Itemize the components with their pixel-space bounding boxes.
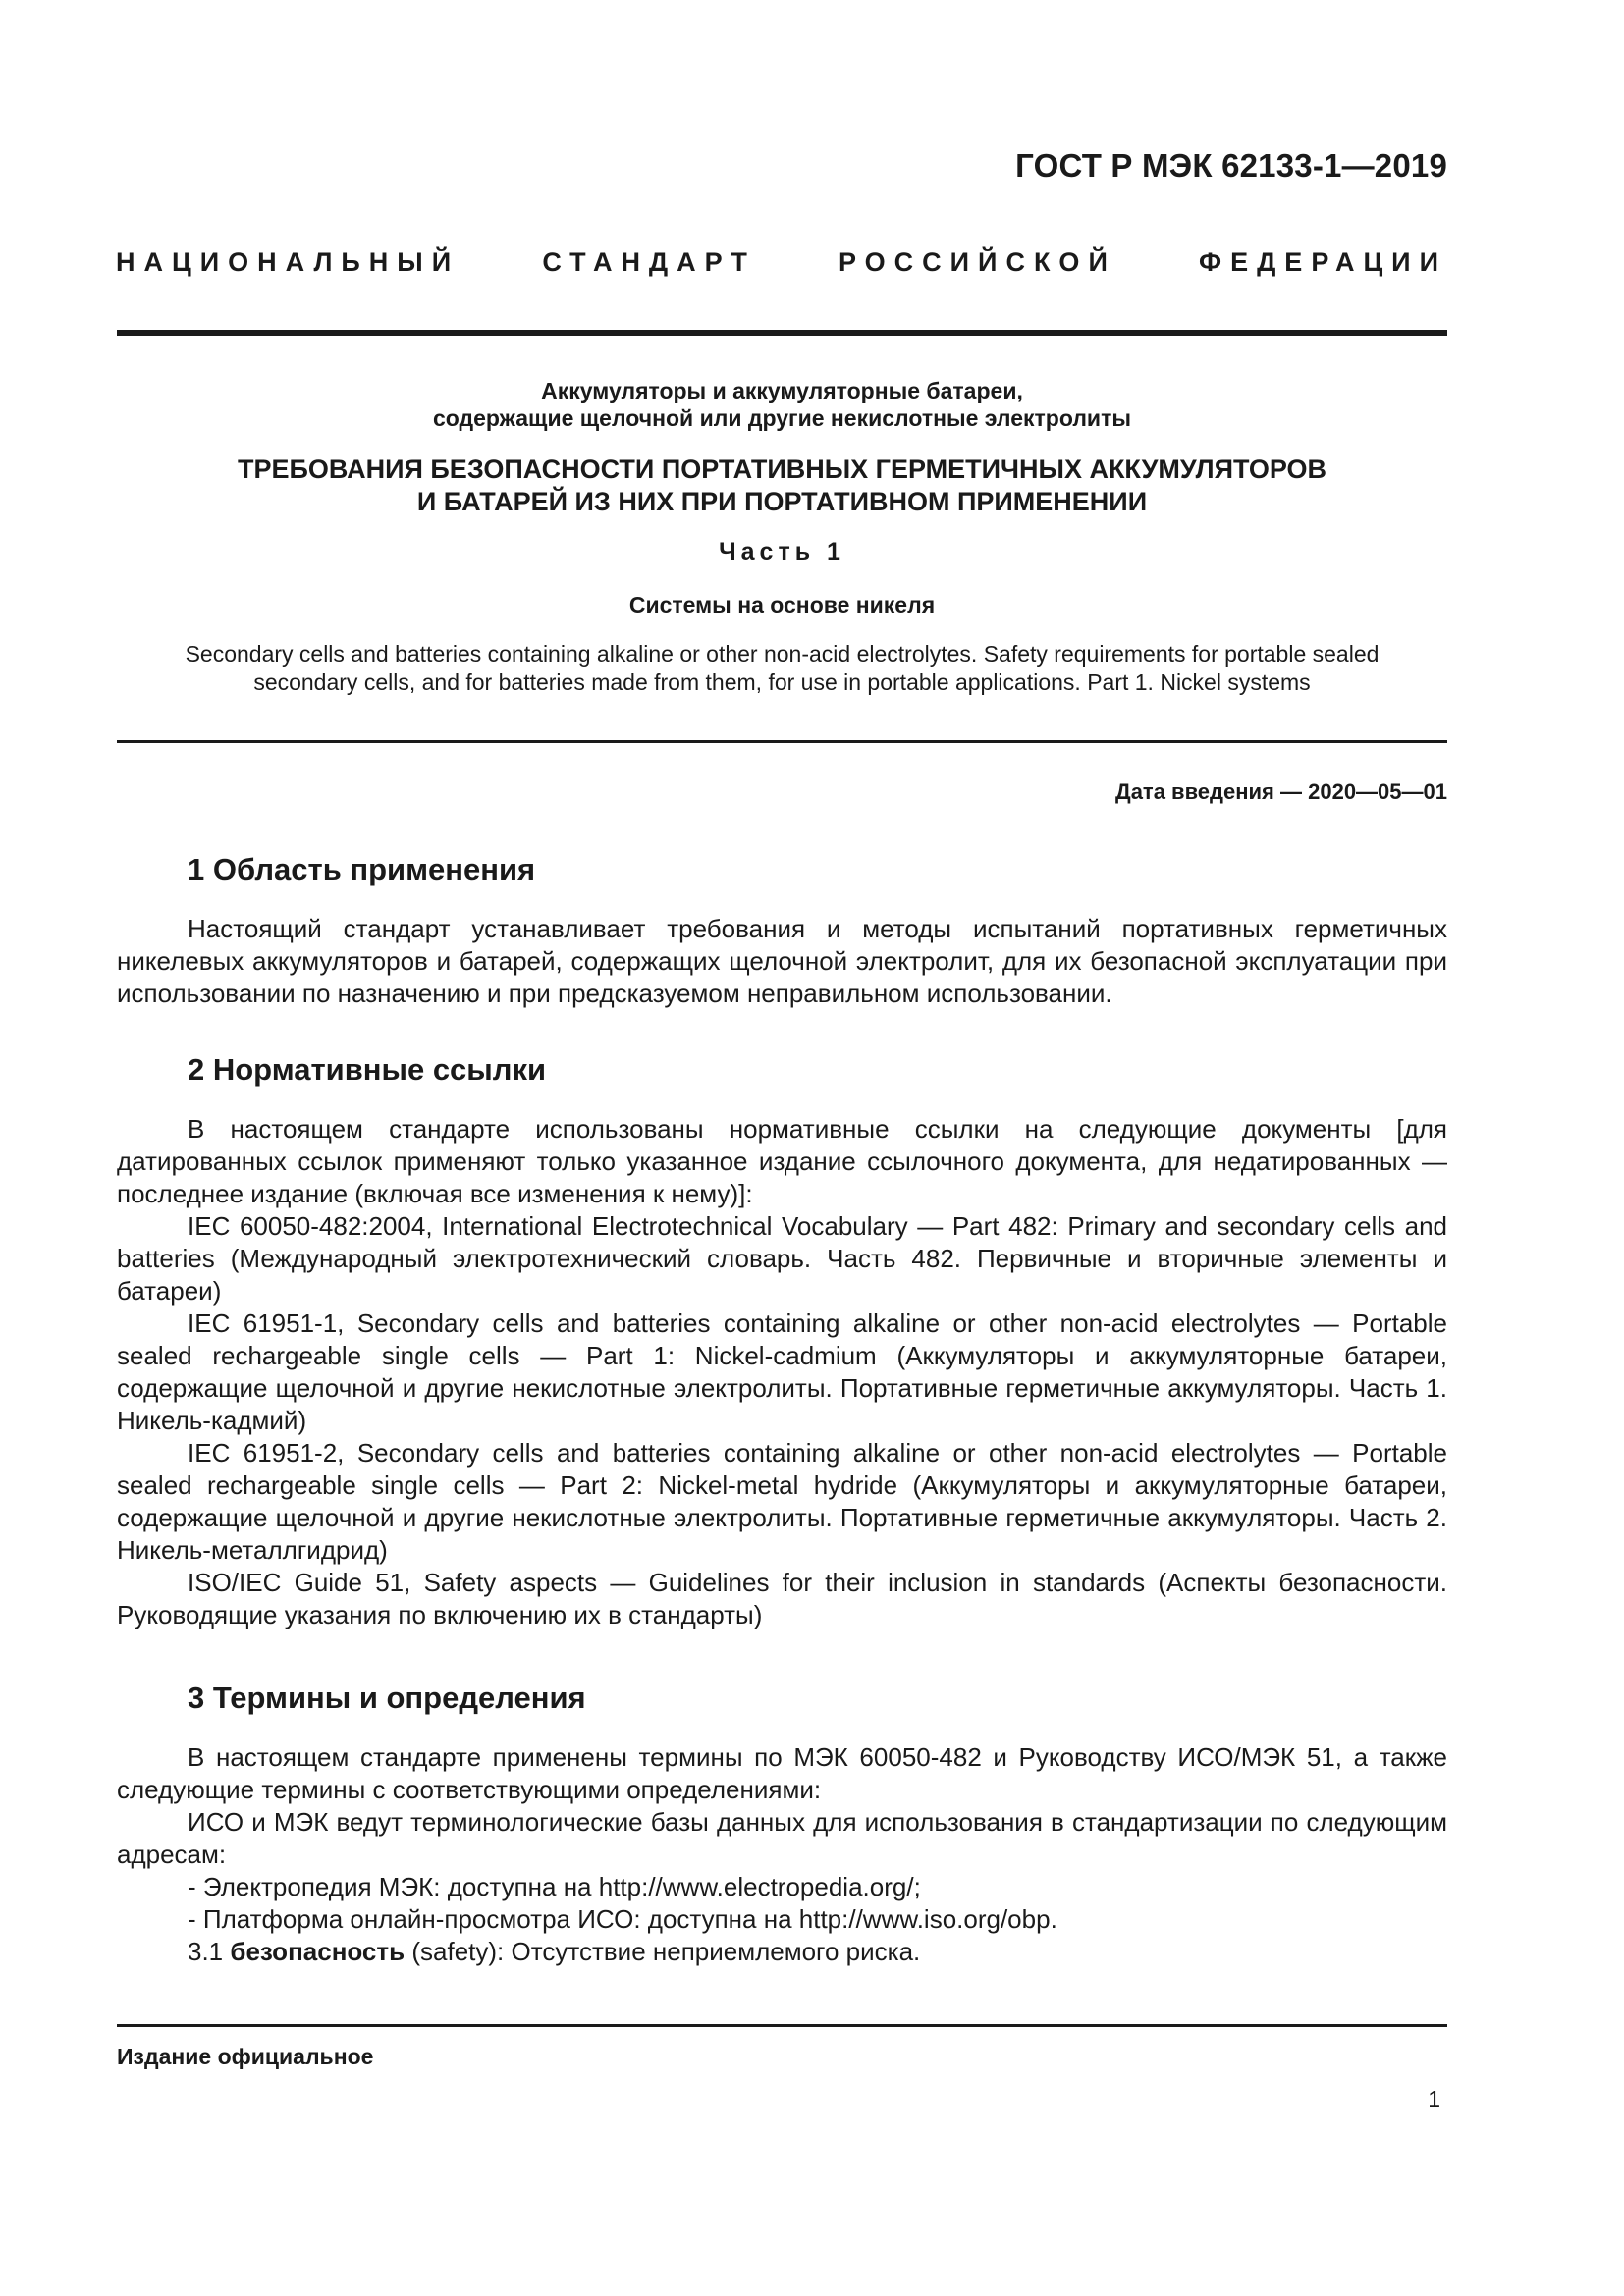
edition-label: Издание официальное xyxy=(117,2044,374,2069)
title-caps-line2: И БАТАРЕЙ ИЗ НИХ ПРИ ПОРТАТИВНОМ ПРИМЕНЕНИИ xyxy=(416,487,1148,516)
title-bottom-rule xyxy=(117,740,1447,743)
reference-item: ISO/IEC Guide 51, Safety aspects — Guidelines for their inclusion in standards (Аспекты безопасности. Руководящие указания по включению их в стандарты) xyxy=(117,1568,1447,1629)
title-part-block xyxy=(117,538,1447,566)
section-2-body xyxy=(117,1113,1447,1631)
section-3-bullet-electropedia: - Электропедия МЭК: доступна на http://www.electropedia.org/; xyxy=(188,1872,921,1901)
title-subtitle: Системы на основе никеля xyxy=(628,592,936,617)
title-main-line1: Аккумуляторы и аккумуляторные батареи, xyxy=(541,378,1023,403)
reference-item: IEC 61951-1, Secondary cells and batteries containing alkaline or other non-acid electrolytes — Portable sealed rechargeable single cells — Part 1: Nickel-cadmium (Аккумуляторы и аккумуляторные батареи, содержащие щелочной и другие некислотные электролиты. Портативные герметичные аккумуляторы. Часть 1. Никель-кадмий) xyxy=(117,1308,1447,1435)
section-3-heading: 3 Термины и определения xyxy=(188,1681,586,1715)
term-definition: (safety): Отсутствие неприемлемого риска. xyxy=(411,1937,921,1966)
section-3-iso-iec: ИСО и МЭК ведут терминологические базы данных для использования в стандартизации по следующим адресам: xyxy=(117,1807,1447,1869)
title-caps-block xyxy=(117,454,1447,518)
section-3-intro: В настоящем стандарте применены термины по МЭК 60050-482 и Руководству ИСО/МЭК 51, а также следующие термины с соответствующими определениями: xyxy=(117,1742,1447,1804)
title-english-line2: secondary cells, and for batteries made from them, for use in portable applications. Part 1. Nickel systems xyxy=(253,669,1311,695)
title-main-line2: содержащие щелочной или другие некислотные электролиты xyxy=(433,405,1131,431)
term-number: 3.1 xyxy=(188,1937,224,1966)
section-2-intro: В настоящем стандарте использованы нормативные ссылки на следующие документы [для датированных ссылок применяют только указанное издание ссылочного документа, для недатированных — последнее издание (включая все изменения к нему)]: xyxy=(117,1114,1447,1208)
section-1-paragraph: Настоящий стандарт устанавливает требования и методы испытаний портативных герметичных никелевых аккумуляторов и батарей, содержащих щелочной электролит, для их безопасной эксплуатации при использовании по назначению и при предсказуемом неправильном использовании. xyxy=(117,914,1447,1008)
introduction-date: Дата введения — 2020—05—01 xyxy=(1115,779,1447,804)
section-1-heading: 1 Область применения xyxy=(188,852,536,886)
section-3-body xyxy=(117,1741,1447,1968)
title-part: Часть 1 xyxy=(719,538,845,565)
title-subtitle-block xyxy=(117,592,1447,618)
term-name: безопасность xyxy=(230,1937,406,1966)
term-3-1 xyxy=(117,1936,1447,1968)
reference-item: IEC 60050-482:2004, International Electrotechnical Vocabulary — Part 482: Primary and secondary cells and batteries (Международный электротехнический словарь. Часть 482. Первичные и вторичные элементы и батареи) xyxy=(117,1211,1447,1306)
national-standard-banner: НАЦИОНАЛЬНЫЙ СТАНДАРТ РОССИЙСКОЙ ФЕДЕРАЦИИ xyxy=(116,247,1447,277)
top-rule xyxy=(117,330,1447,336)
page-number: 1 xyxy=(1428,2086,1440,2111)
title-block xyxy=(117,377,1447,432)
section-3-bullet-iso-obp: - Платформа онлайн-просмотра ИСО: доступна на http://www.iso.org/obp. xyxy=(188,1904,1057,1934)
gost-number: ГОСТ Р МЭК 62133-1—2019 xyxy=(1015,147,1447,184)
section-1-body xyxy=(117,913,1447,1010)
title-english-block xyxy=(117,640,1447,697)
title-caps-line1: ТРЕБОВАНИЯ БЕЗОПАСНОСТИ ПОРТАТИВНЫХ ГЕРМЕТИЧНЫХ АККУМУЛЯТОРОВ xyxy=(238,454,1326,484)
reference-item: IEC 61951-2, Secondary cells and batteries containing alkaline or other non-acid electrolytes — Portable sealed rechargeable single cells — Part 2: Nickel-metal hydride (Аккумуляторы и аккумуляторные батареи, содержащие щелочной и другие некислотные электролиты. Портативные герметичные аккумуляторы. Часть 2. Никель-металлгидрид) xyxy=(117,1438,1447,1565)
footer-rule xyxy=(117,2024,1447,2027)
title-english-line1: Secondary cells and batteries containing alkaline or other non-acid electrolytes. Safety requirements for portable sealed xyxy=(185,641,1380,667)
section-2-heading: 2 Нормативные ссылки xyxy=(188,1052,547,1087)
